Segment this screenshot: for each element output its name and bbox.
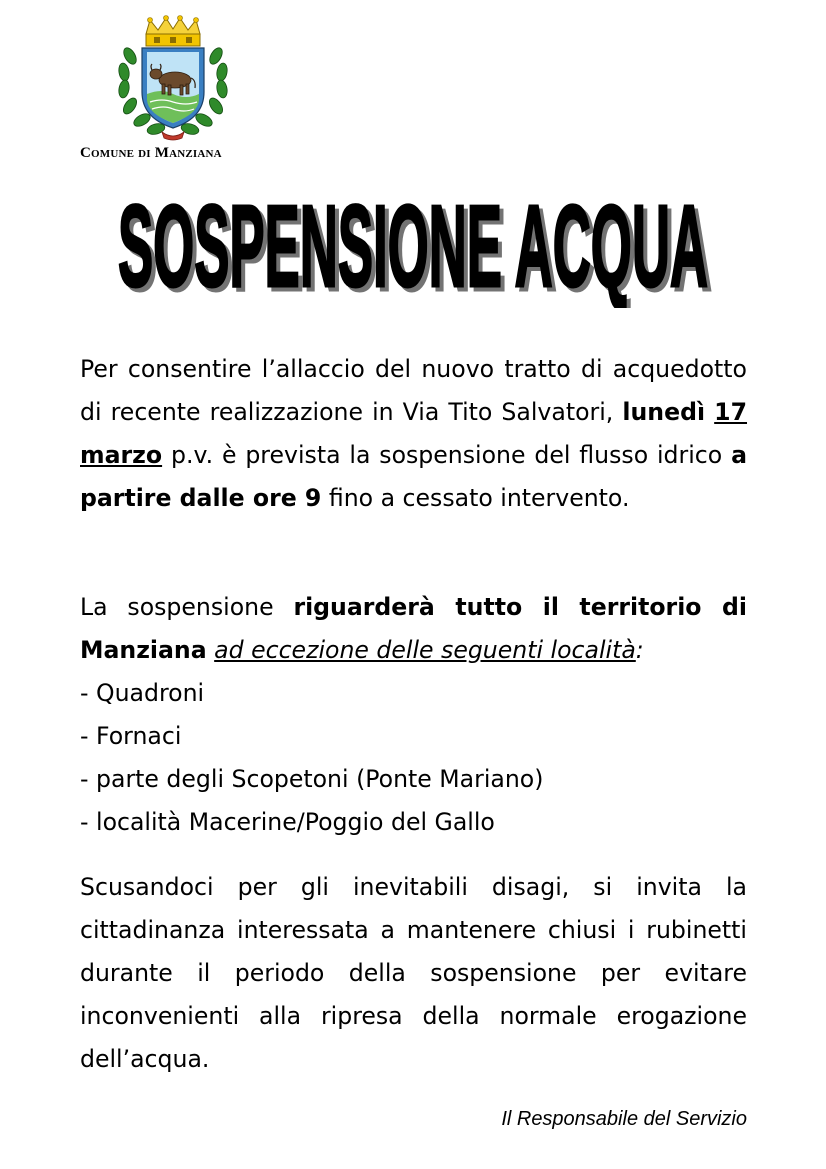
p1-text-a: Per consentire l’allaccio del nuovo tratto di acquedotto di recente realizzazione in Via Tito Salvatori, — [80, 355, 747, 426]
signature: Il Responsabile del Servizio — [501, 1108, 747, 1130]
municipality-name: Comune di Manziana — [80, 145, 222, 161]
p2-text-a: La sospensione — [80, 593, 294, 621]
list-item: - Quadroni — [80, 679, 205, 707]
page-title — [0, 188, 826, 308]
p2-exception: ad eccezione delle seguenti località — [214, 636, 636, 664]
list-item: - località Macerine/Poggio del Gallo — [80, 808, 495, 836]
p1-text-c: fino a cessato intervento. — [321, 484, 630, 512]
page-title-text: SOSPENSIONE ACQUA — [118, 188, 708, 308]
exception-list — [80, 672, 543, 844]
p2-scope: riguarderà tutto il territorio di Manziana — [80, 593, 747, 664]
notice-paragraph-3: Scusandoci per gli inevitabili disagi, si invita la cittadinanza interessata a mantenere chiusi i rubinetti durante il periodo della sospensione per evitare inconvenienti alla ripresa della normale erogazione dell’acqua. — [80, 873, 747, 1073]
p1-day: lunedì — [622, 398, 706, 426]
p1-time: a partire dalle ore 9 — [80, 441, 747, 512]
p1-date: 17 marzo — [80, 398, 748, 469]
p2-colon: : — [635, 636, 644, 664]
municipal-coat-of-arms-icon — [112, 14, 234, 142]
list-item: - Fornaci — [80, 722, 182, 750]
p1-text-b: p.v. è prevista la sospensione del flusso idrico — [162, 441, 732, 469]
list-item: - parte degli Scopetoni (Ponte Mariano) — [80, 765, 544, 793]
notice-paragraph-1 — [80, 348, 747, 520]
notice-paragraph-2 — [80, 586, 747, 672]
